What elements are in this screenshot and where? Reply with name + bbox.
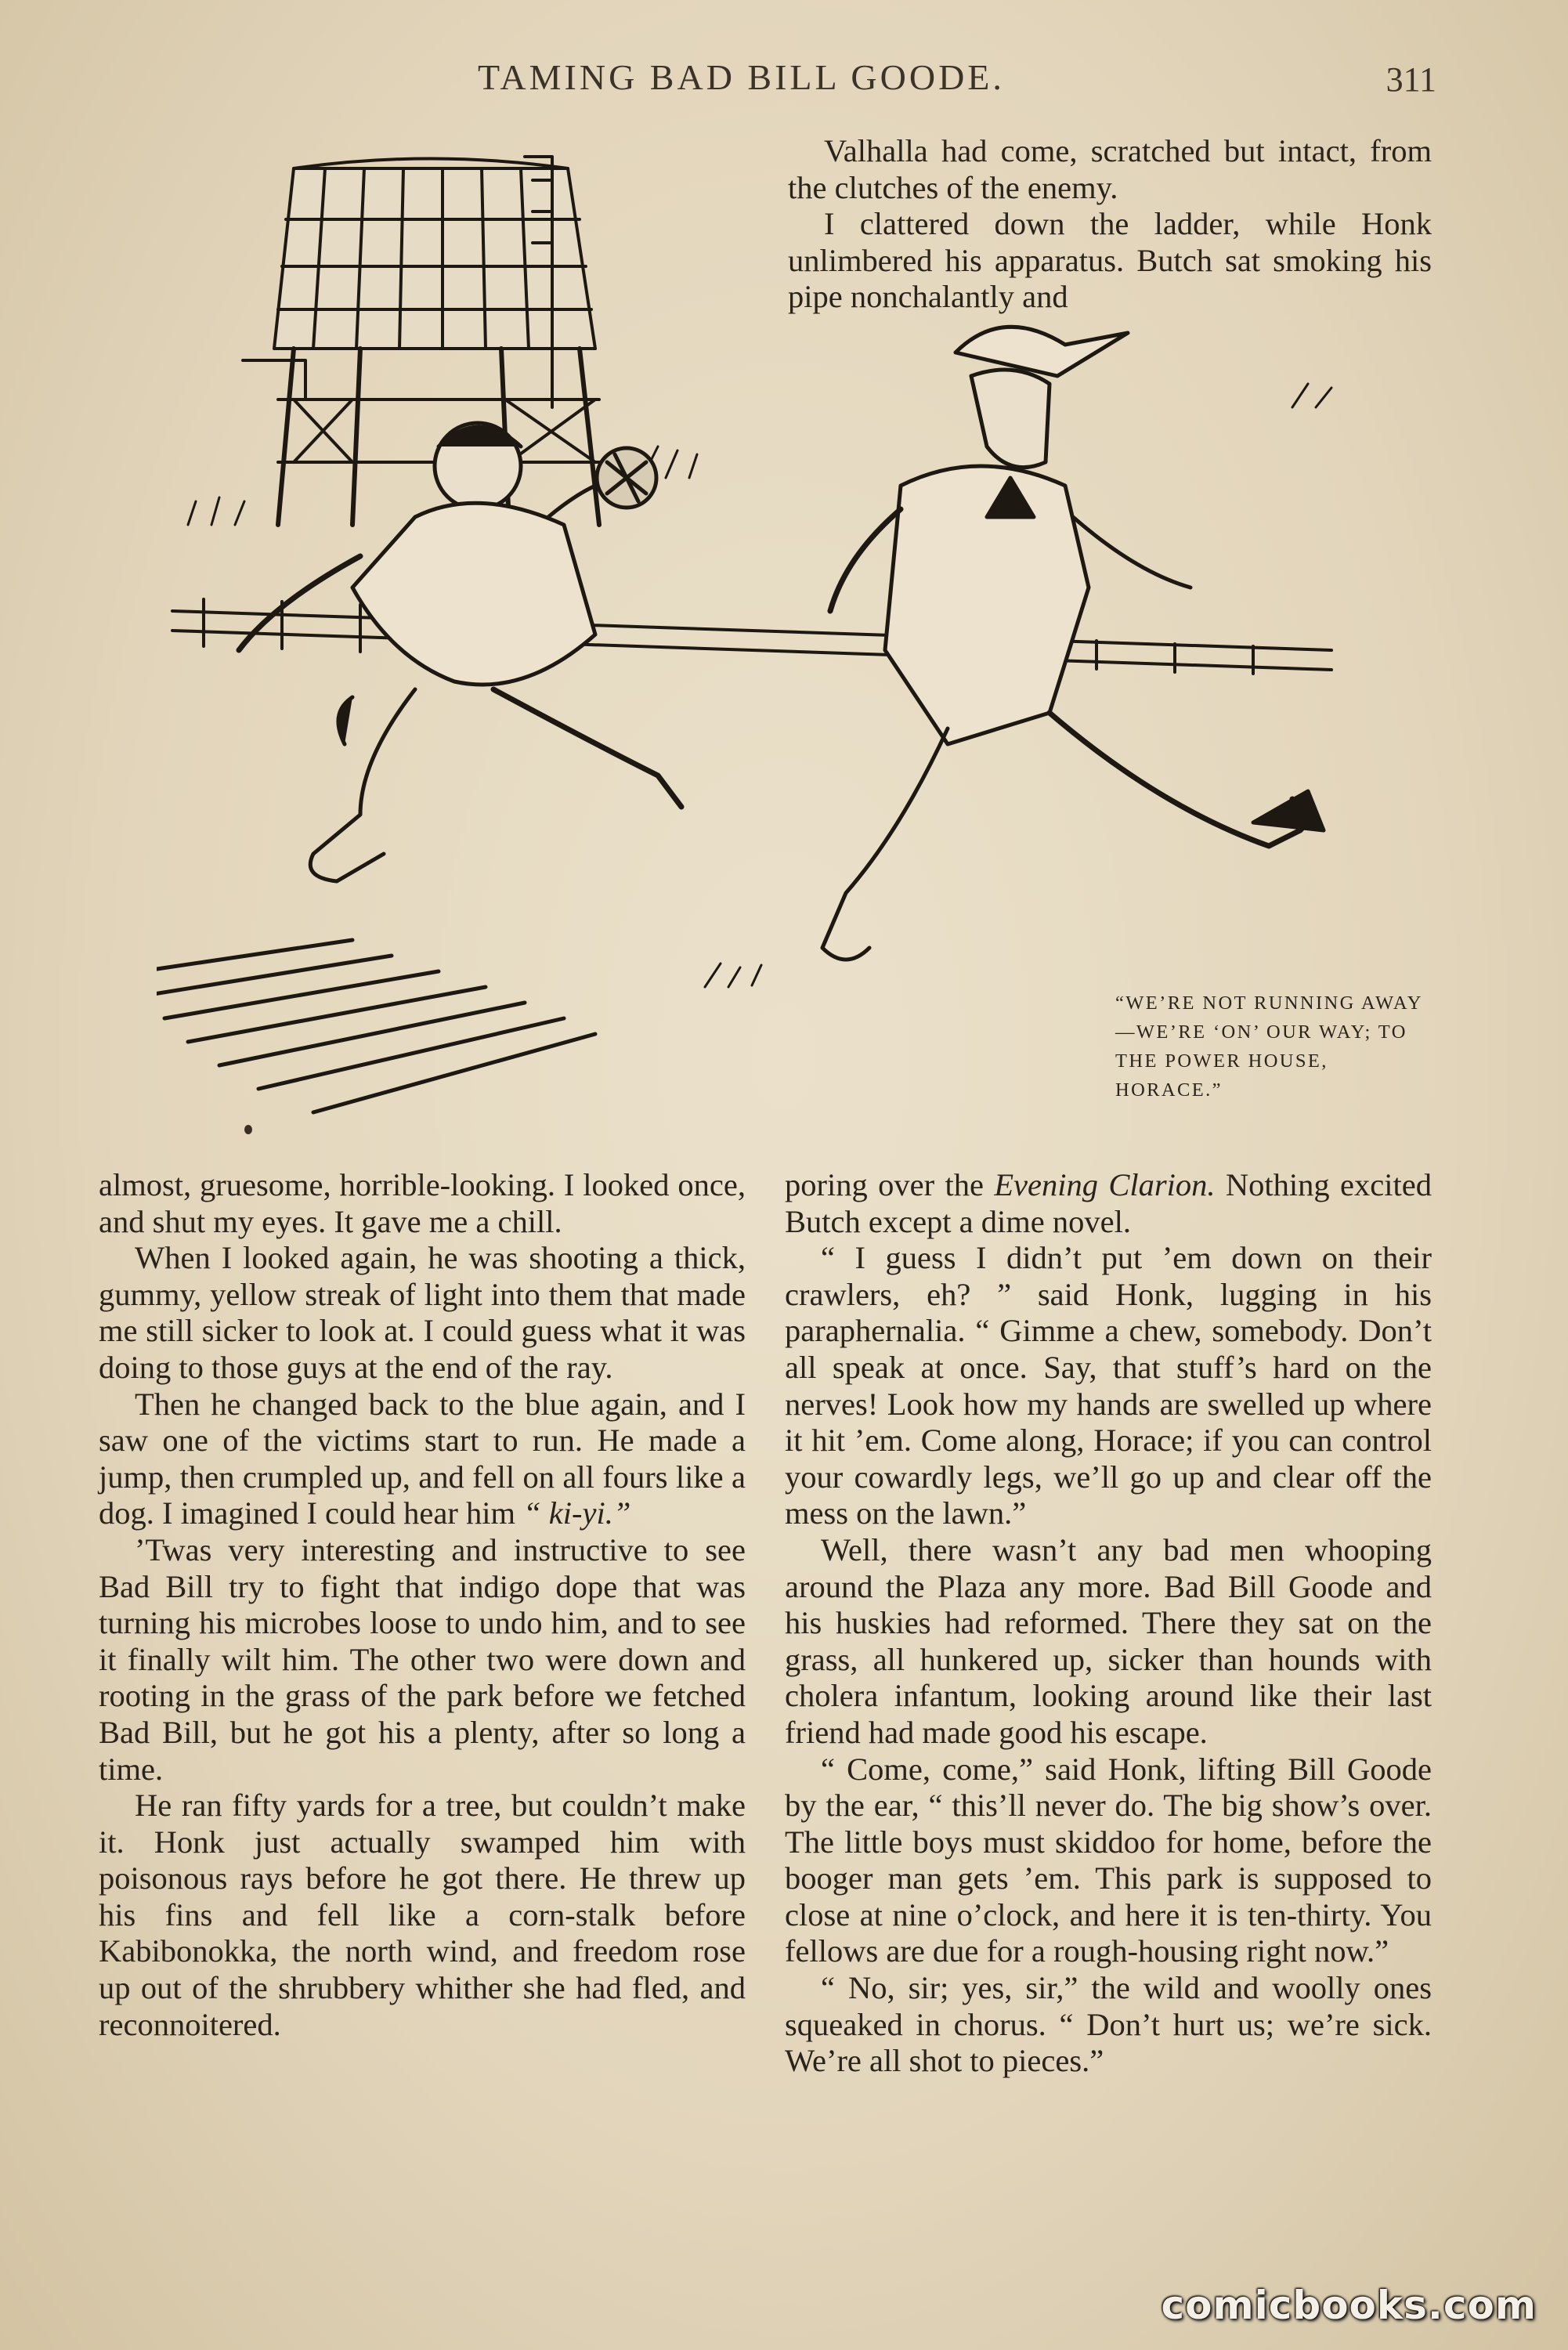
- left-text-column: [99, 1167, 746, 2043]
- paragraph-text: Nothing excited Butch except a dime novel.: [785, 1167, 1432, 1239]
- print-speck: [244, 1125, 252, 1134]
- paragraph: almost, gruesome, horrible-looking. I looked once, and shut my eyes. It gave me a chill.: [99, 1167, 746, 1239]
- paragraph: “ I guess I didn’t put ’em down on their crawlers, eh? ” said Honk, lugging in his paraphernalia. “ Gimme a chew, somebody. Don’t all speak at once. Say, that stuff’s hard on the nerves! Look how my hands are swelled up where it hit ’em. Come along, Horace; if you can control your cowardly legs, we’ll go up and clear off the mess on the lawn.”: [785, 1240, 1432, 1531]
- water-tower: [243, 157, 599, 525]
- newspaper-title: Evening Clarion.: [994, 1167, 1216, 1202]
- paragraph: When I looked again, he was shooting a thick, gummy, yellow streak of light into them that made me still sicker to look at. I could guess what it was doing to those guys at the end of the ray.: [99, 1240, 746, 1385]
- paragraph: [99, 1386, 746, 1532]
- railroad-track: [172, 599, 1331, 674]
- illustration-caption: “WE’RE NOT RUNNING AWAY—WE’RE ‘ON’ OUR WAY; TO THE POWER HOUSE, HORACE.”: [1115, 992, 1423, 1101]
- running-title: TAMING BAD BILL GOODE.: [478, 57, 1005, 97]
- paragraph: [785, 1167, 1432, 1240]
- paragraph: Valhalla had come, scratched but intact, from the clutches of the enemy.: [788, 133, 1432, 205]
- right-text-column: [785, 1167, 1432, 2080]
- paragraph: I clattered down the ladder, while Honk unlimbered his apparatus. Butch sat smoking his pipe nonchalantly and: [788, 206, 1432, 315]
- running-men-illustration: [157, 149, 1378, 1136]
- stout-running-man: [239, 423, 681, 881]
- paragraph: Well, there wasn’t any bad men whooping around the Plaza any more. Bad Bill Goode and his huskies had reformed. There they sat on the grass, all hunkered up, sicker than hounds with cholera infantum, looking around like their last friend had made good his escape.: [785, 1531, 1432, 1750]
- page-number: 311: [1386, 60, 1436, 99]
- paragraph: “ No, sir; yes, sir,” the wild and woolly ones squeaked in chorus. “ Don’t hurt us; we’re sick. We’re all shot to pieces.”: [785, 1970, 1432, 2079]
- tall-running-man: [822, 327, 1324, 960]
- paragraph-text: Then he changed back to the blue again, and I saw one of the victims start to run. He made a jump, then crumpled up, and fell on all fours like a dog. I imagined I could hear him: [99, 1386, 746, 1531]
- paragraph: ’Twas very interesting and instructive to see Bad Bill try to fight that indigo dope that was turning his microbes loose to undo him, and to see it finally wilt him. The other two were down and rooting in the grass of the park before we fetched Bad Bill, but he got his a plenty, after so long a time.: [99, 1531, 746, 1787]
- grass: [188, 384, 1331, 987]
- italic-exclamation: “ ki-yi.”: [523, 1495, 631, 1531]
- paragraph-text: poring over the: [785, 1167, 995, 1202]
- paragraph: “ Come, come,” said Honk, lifting Bill Goode by the ear, “ this’ll never do. The big show’s over. The little boys must skiddoo for home, before the booger man gets ’em. This park is supposed to close at nine o’clock, and here it is ten-thirty. You fellows are due for a rough-housing right now.”: [785, 1751, 1432, 1969]
- paragraph: He ran fifty yards for a tree, but couldn’t make it. Honk just actually swamped him with poisonous rays before he got there. He threw up his fins and fell like a corn-stalk before Kabibonokka, the north wind, and freedom rose up out of the shrubbery whither she had fled, and reconnoitered.: [99, 1788, 746, 2042]
- site-watermark: comicbooks.com: [1161, 2283, 1537, 2328]
- ground-shadow: [157, 940, 595, 1112]
